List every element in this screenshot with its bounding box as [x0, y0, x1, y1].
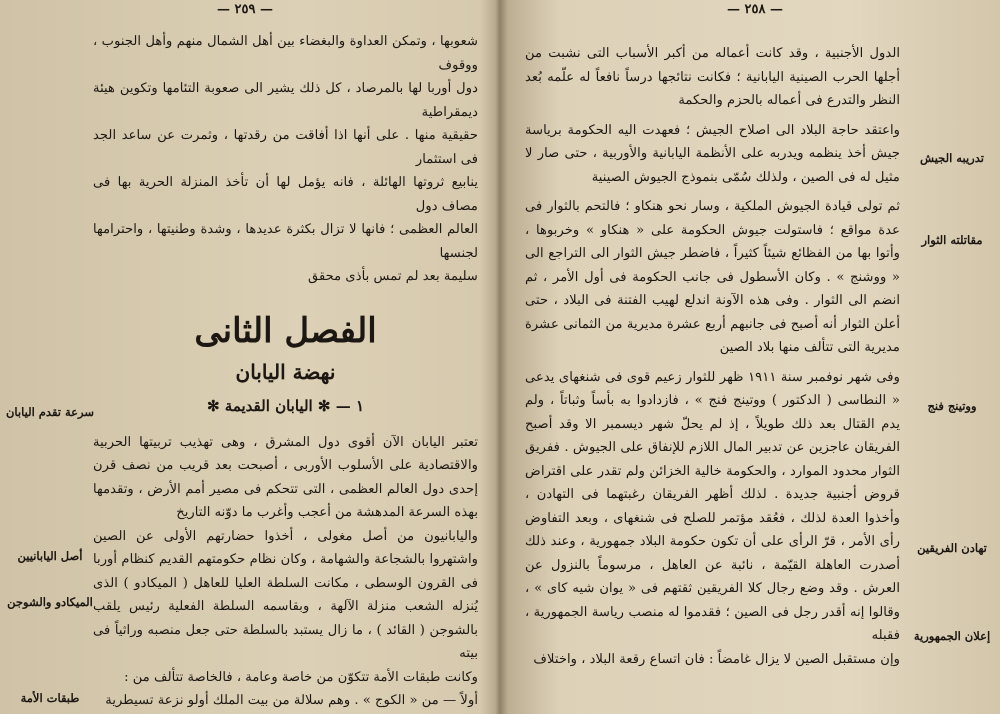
chapter-title: الفصل الثانى — [194, 310, 377, 351]
text-line: دول أوربا لها بالمرصاد ، كل ذلك يشير الى صعوبة التئامها وتكوين هيئة ديمقراطية — [93, 81, 478, 120]
margin-note: مقاتلته الثوار — [921, 233, 983, 247]
margin-note: إعلان الجمهورية — [913, 629, 991, 643]
margin-note: تهادن الفريقين — [917, 541, 987, 555]
text-line: حقيقية منها . على أنها اذا أفاقت من رقدتها ، وثمرت عن ساعد الجد فى استثمار — [93, 128, 478, 167]
left-page-body — [93, 30, 478, 713]
right-page — [510, 0, 1000, 714]
margin-note: طبقات الأمة — [20, 691, 80, 705]
right-page-body — [525, 42, 900, 671]
margin-note: أصل اليابانيين — [17, 549, 83, 563]
text-line: شعوبها ، وتمكن العداوة والبغضاء بين أهل الشمال منهم وأهل الجنوب ، ووقوف — [93, 34, 478, 73]
chapter-subtitle: نهضة اليابان — [235, 359, 336, 384]
paragraph: ثم تولى قيادة الجيوش الملكية ، وسار نحو هنكاو ؛ فالتحم بالثوار فى عدة مواقع ؛ فاستولت جيوش الحكومة على « هنكاو » وخربوها ، وأتوا بها من الفظائع شيئاً كثيراً ، فاضطر جيش الثوار الى التراجع الى « ووشنج » . وكان الأسطول فى جانب الحكومة فى أول الأمر ، ثم انضم الى الثوار . وفى هذه الآونة اندلع لهيب الفتنة فى البلاد ، حتى أعلن الثوار أنه أصبح فى جانبهم أربع عشرة مديرية من الثمانى عشرة مديرية التى تتألف منها بلاد الصين — [525, 199, 900, 355]
paragraph: أولاً — من « الكوج » . وهم سلالة من بيت الملك أولو نزعة تسيطرية — [105, 693, 478, 708]
margin-note: تدريبه الجيش — [920, 151, 984, 165]
left-page — [0, 0, 490, 714]
paragraph: واليابانيون من أصل مغولى ، أخذوا حضارتهم الأولى عن الصين واشتهروا بالشجاعة والشهامة ، وكان نظام حكومتهم القديم كنظام أوربا فى القرون الوسطى ، مكانت السلطة العليا للعاهل ( الميكادو ) الذى يُنزله الشعب منزلة الآلهة ، وبقاسمه السلطة الفعلية رئيس يلقب بالشوجن ( القائد ) ، ما زال يستبد بالسلطة حتى جعل منصبه وراثياً فى بيته — [93, 528, 478, 661]
text-line: العالم العظمى ؛ فانها لا تزال بكثرة عديدها ، وشدة وطنيتها ، واحترامها لجنسها — [93, 222, 478, 261]
paragraph: تعتبر اليابان الآن أقوى دول المشرق ، وهى تهذيب تربيتها الحربية والاقتصادية على الأسلوب الأوربى ، أصبحت بعد قريب من نصف قرن إحدى دول العالم العظمى ، التى تتحكم فى مصير أمم الأرض ، وتقدمها بهذه السرعة المدهشة من أعجب وأغرب ما دوّنه التاريخ — [93, 434, 478, 520]
page-number: — ٢٥٨ — — [726, 2, 783, 17]
paragraph: الدول الأجنبية ، وقد كانت أعماله من أكبر الأسباب التى نشبت من أجلها الحرب الصينية اليابانية ؛ فكانت نتائجها درساً نافعاً له علّمه بُعد النظر والتدرع فى أعماله بالحزم والحكمة — [525, 46, 900, 108]
margin-note: الميكادو والشوجن — [7, 595, 93, 609]
text-line: ينابيع ثروتها الهائلة ، فانه يؤمل لها أن تأخذ المنزلة الحرية بها فى مصاف دول — [93, 175, 478, 214]
paragraph: وكانت طبقات الأمة تتكوّن من خاصة وعامة ، فالخاصة تتألف من : — [124, 669, 478, 685]
paragraph: وفى شهر نوفمبر سنة ١٩١١ ظهر للثوار زعيم قوى فى شنغهاى يدعى « النطاسى ( الدكتور ) ووتينج فنج » ، فازدادوا به بأساً وثباتاً ، ولم يدم القتال بعد ذلك طويلاً ، إذ لم يحلّ شهر ديسمبر الا وقد أصبح الفريقان عاجزين عن تدبير المال اللازم للإنفاق على الجيوش . ففريق الثوار محدود الموارد ، والحكومة خالية الخزائن ولم تقدر على اقتراض قروض أجنبية جديدة . لذلك أظهر الفريقان رغبتهما فى التهادن ، وأخذوا العدة لذلك ، فعُقد مؤتمر للصلح فى شنغهاى ، وبعد التفاوض رأى الأمر ، قرّ الرأى على أن تكون حكومة البلاد جمهورية ، وعند ذلك أصدرت العاهلة القيّمة ، نائبة عن العاهل ، مرسوماً بالنزول عن العرش . وقد وضع رجال كلا الفريقين ثقتهم فى « يوان شيه كاى » ، وقالوا إنه أقدر رجل فى الصين ؛ فقدموا له منصب رياسة الجمهورية ، فقبله — [525, 369, 900, 643]
margin-note: ووتينج فنج — [927, 399, 977, 413]
paragraph: وإن مستقبل الصين لا يزال غامضاً : فان اتساع رقعة البلاد ، واختلاف — [533, 651, 900, 667]
text-line: سليمة بعد لم تمس بأذى محقق — [307, 269, 478, 284]
page-number: — ٢٥٩ — — [216, 2, 273, 17]
margin-note: سرعة تقدم اليابان — [5, 405, 94, 419]
section-heading: ١ — ✻ اليابان القديمة ✻ — [207, 396, 364, 415]
paragraph: واعتقد حاجة البلاد الى اصلاح الجيش ؛ فعهدت اليه الحكومة برياسة جيش أخذ ينظمه ويدربه على الأنظمة اليابانية والأوربية ، حتى صار لا مثيل له فى الصين ، ولذلك سُمّى بنموذج الجيوش الصينية — [525, 122, 900, 185]
